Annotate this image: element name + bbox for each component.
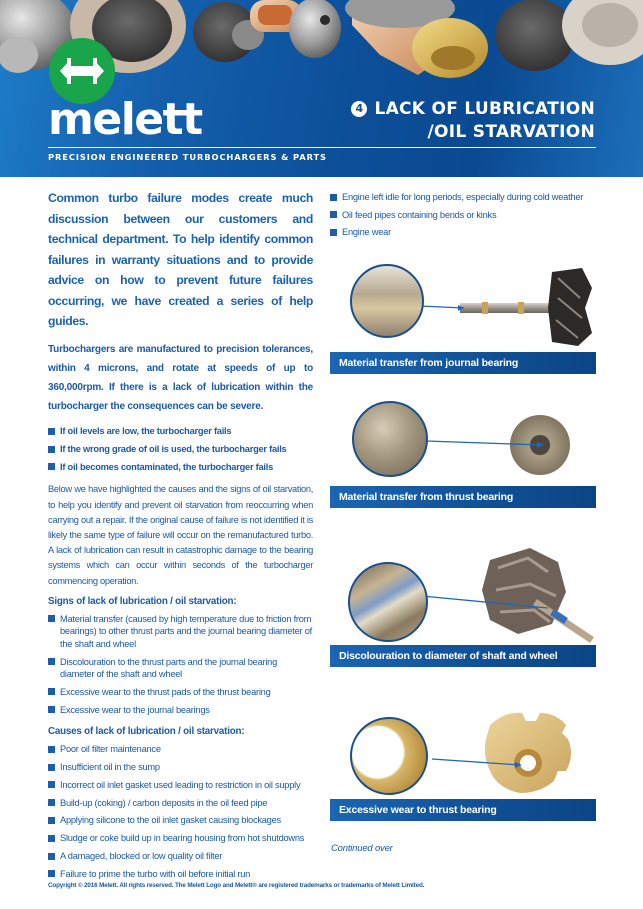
guide-number-badge: 4 [351,101,367,117]
caption-bar: Excessive wear to thrust bearing [330,799,596,821]
list-item [48,443,313,456]
list-item-text: If oil becomes contaminated, the turbocharger fails [60,461,274,472]
double-arrow-icon [58,54,106,88]
header-banner [0,0,643,177]
list-item [48,814,313,827]
list-item [330,209,596,222]
bullet-square-icon [48,870,55,877]
list-item [48,868,313,881]
detail-magnifier-circle [348,562,428,642]
list-item-text: Build-up (coking) / carbon deposits in the oil feed pipe [60,797,268,808]
detail-magnifier-circle [352,401,428,477]
list-item [48,850,313,863]
bullet-square-icon [48,688,55,695]
detail-magnifier-circle [350,717,428,795]
list-item-text: Failure to prime the turbo with oil before initial run [60,868,251,879]
bullet-square-icon [48,853,55,860]
copyright-footer: Copyright © 2016 Melett. All rights reserved. The Melett Logo and Melett® are registered trademarks or trademarks of Melett Limited. [48,882,425,889]
body-paragraph: Below we have highlighted the causes and the signs of oil starvation, to help you identify and prevent oil starvation from reoccurring when carrying out a repair. If the original cause of failure is not identified it is likely the same type of failure will occur on the remanufactured turbo. A lack of lubrication can result in catastrophic damage to the bearing systems which can occur within seconds of the turbocharger commencing operation. [48,484,313,586]
list-item-text: Oil feed pipes containing bends or kinks [342,209,497,220]
bullet-square-icon [330,211,337,218]
list-item-text: Material transfer (caused by high temperature due to friction from bearings) to other thrust parts and the journal bearing diameter of the shaft and wheel [60,613,312,649]
list-item [48,761,313,774]
melett-wordmark: melett [48,94,202,145]
title-line-1 [351,98,595,121]
list-item-text: Sludge or coke build up in bearing housing from hot shutdowns [60,833,305,844]
list-item [48,425,313,438]
list-item [48,461,313,474]
lead-paragraph: Turbochargers are manufactured to precision tolerances, within 4 microns, and rotate at speeds of up to 360,000rpm. If there is a lack of lubrication within the turbocharger the consequences can be severe. [48,343,313,413]
page-title [351,98,595,144]
figure-thrust-bearing-wear [330,705,596,816]
causes-heading: Causes of lack of lubrication / oil starvation: [48,726,245,738]
figure-thrust-bearing [330,395,596,503]
bullet-square-icon [48,706,55,713]
bullet-square-icon [330,194,337,201]
list-item-text: Engine wear [342,227,391,238]
intro-paragraph: Common turbo failure modes create much discussion between our customers and technical department. To help identify common failures in warranty situations and to provide advice on how to prevent future failures occurring, we have created a series of help guides. [48,191,313,328]
list-item-text: Insufficient oil in the sump [60,762,160,773]
bullet-square-icon [48,781,55,788]
list-item-text: If the wrong grade of oil is used, the turbocharger fails [60,444,287,455]
bullet-square-icon [48,764,55,771]
bullet-square-icon [48,746,55,753]
list-item-text: Excessive wear to the thrust pads of the thrust bearing [60,686,271,697]
title-line-1-text: LACK OF LUBRICATION [374,99,595,119]
causes-list [48,743,313,880]
list-item [48,779,313,792]
caption-bar: Material transfer from thrust bearing [330,486,596,508]
signs-heading: Signs of lack of lubrication / oil starvation: [48,595,237,607]
title-line-2: /OIL STARVATION [427,122,595,142]
bullet-square-icon [48,835,55,842]
bullet-square-icon [330,229,337,236]
list-item-text: Applying silicone to the oil inlet gasket causing blockages [60,815,281,826]
caption-bar: Discolouration to diameter of shaft and wheel [330,645,596,667]
list-item-text: Poor oil filter maintenance [60,744,161,755]
list-item-text: Discolouration to the thrust parts and the journal bearing diameter of the shaft and wheel [60,656,278,680]
right-column [330,191,596,244]
bullet-square-icon [48,658,55,665]
figure-discolouration [330,540,596,662]
bullet-square-icon [48,463,55,470]
bullet-square-icon [48,817,55,824]
list-item [48,686,313,699]
left-column [48,188,313,886]
causes-list-continued [330,191,596,239]
list-item [48,656,313,681]
caption-bar: Material transfer from journal bearing [330,352,596,374]
list-item [48,797,313,810]
tagline: PRECISION ENGINEERED TURBOCHARGERS & PARTS [48,152,327,162]
list-item-text: A damaged, blocked or low quality oil filter [60,851,223,861]
list-item-text: Incorrect oil inlet gasket used leading to restriction in oil supply [60,779,301,790]
list-item [48,613,313,651]
list-item-text: Excessive wear to the journal bearings [60,704,210,715]
consequences-list [48,425,313,473]
list-item [48,704,313,717]
list-item [330,226,596,239]
list-item [48,832,313,845]
signs-list [48,613,313,716]
continued-over-note: Continued over [331,843,393,854]
list-item-text: Engine left idle for long periods, especially during cold weather [342,192,584,202]
detail-magnifier-circle [350,264,424,338]
bullet-square-icon [48,428,55,435]
list-item-text: If oil levels are low, the turbocharger fails [60,426,232,437]
bullet-square-icon [48,446,55,453]
bullet-square-icon [48,799,55,806]
list-item [48,743,313,756]
header-divider [48,147,596,148]
bullet-square-icon [48,615,55,622]
list-item [330,191,596,204]
figure-journal-bearing [330,258,596,369]
